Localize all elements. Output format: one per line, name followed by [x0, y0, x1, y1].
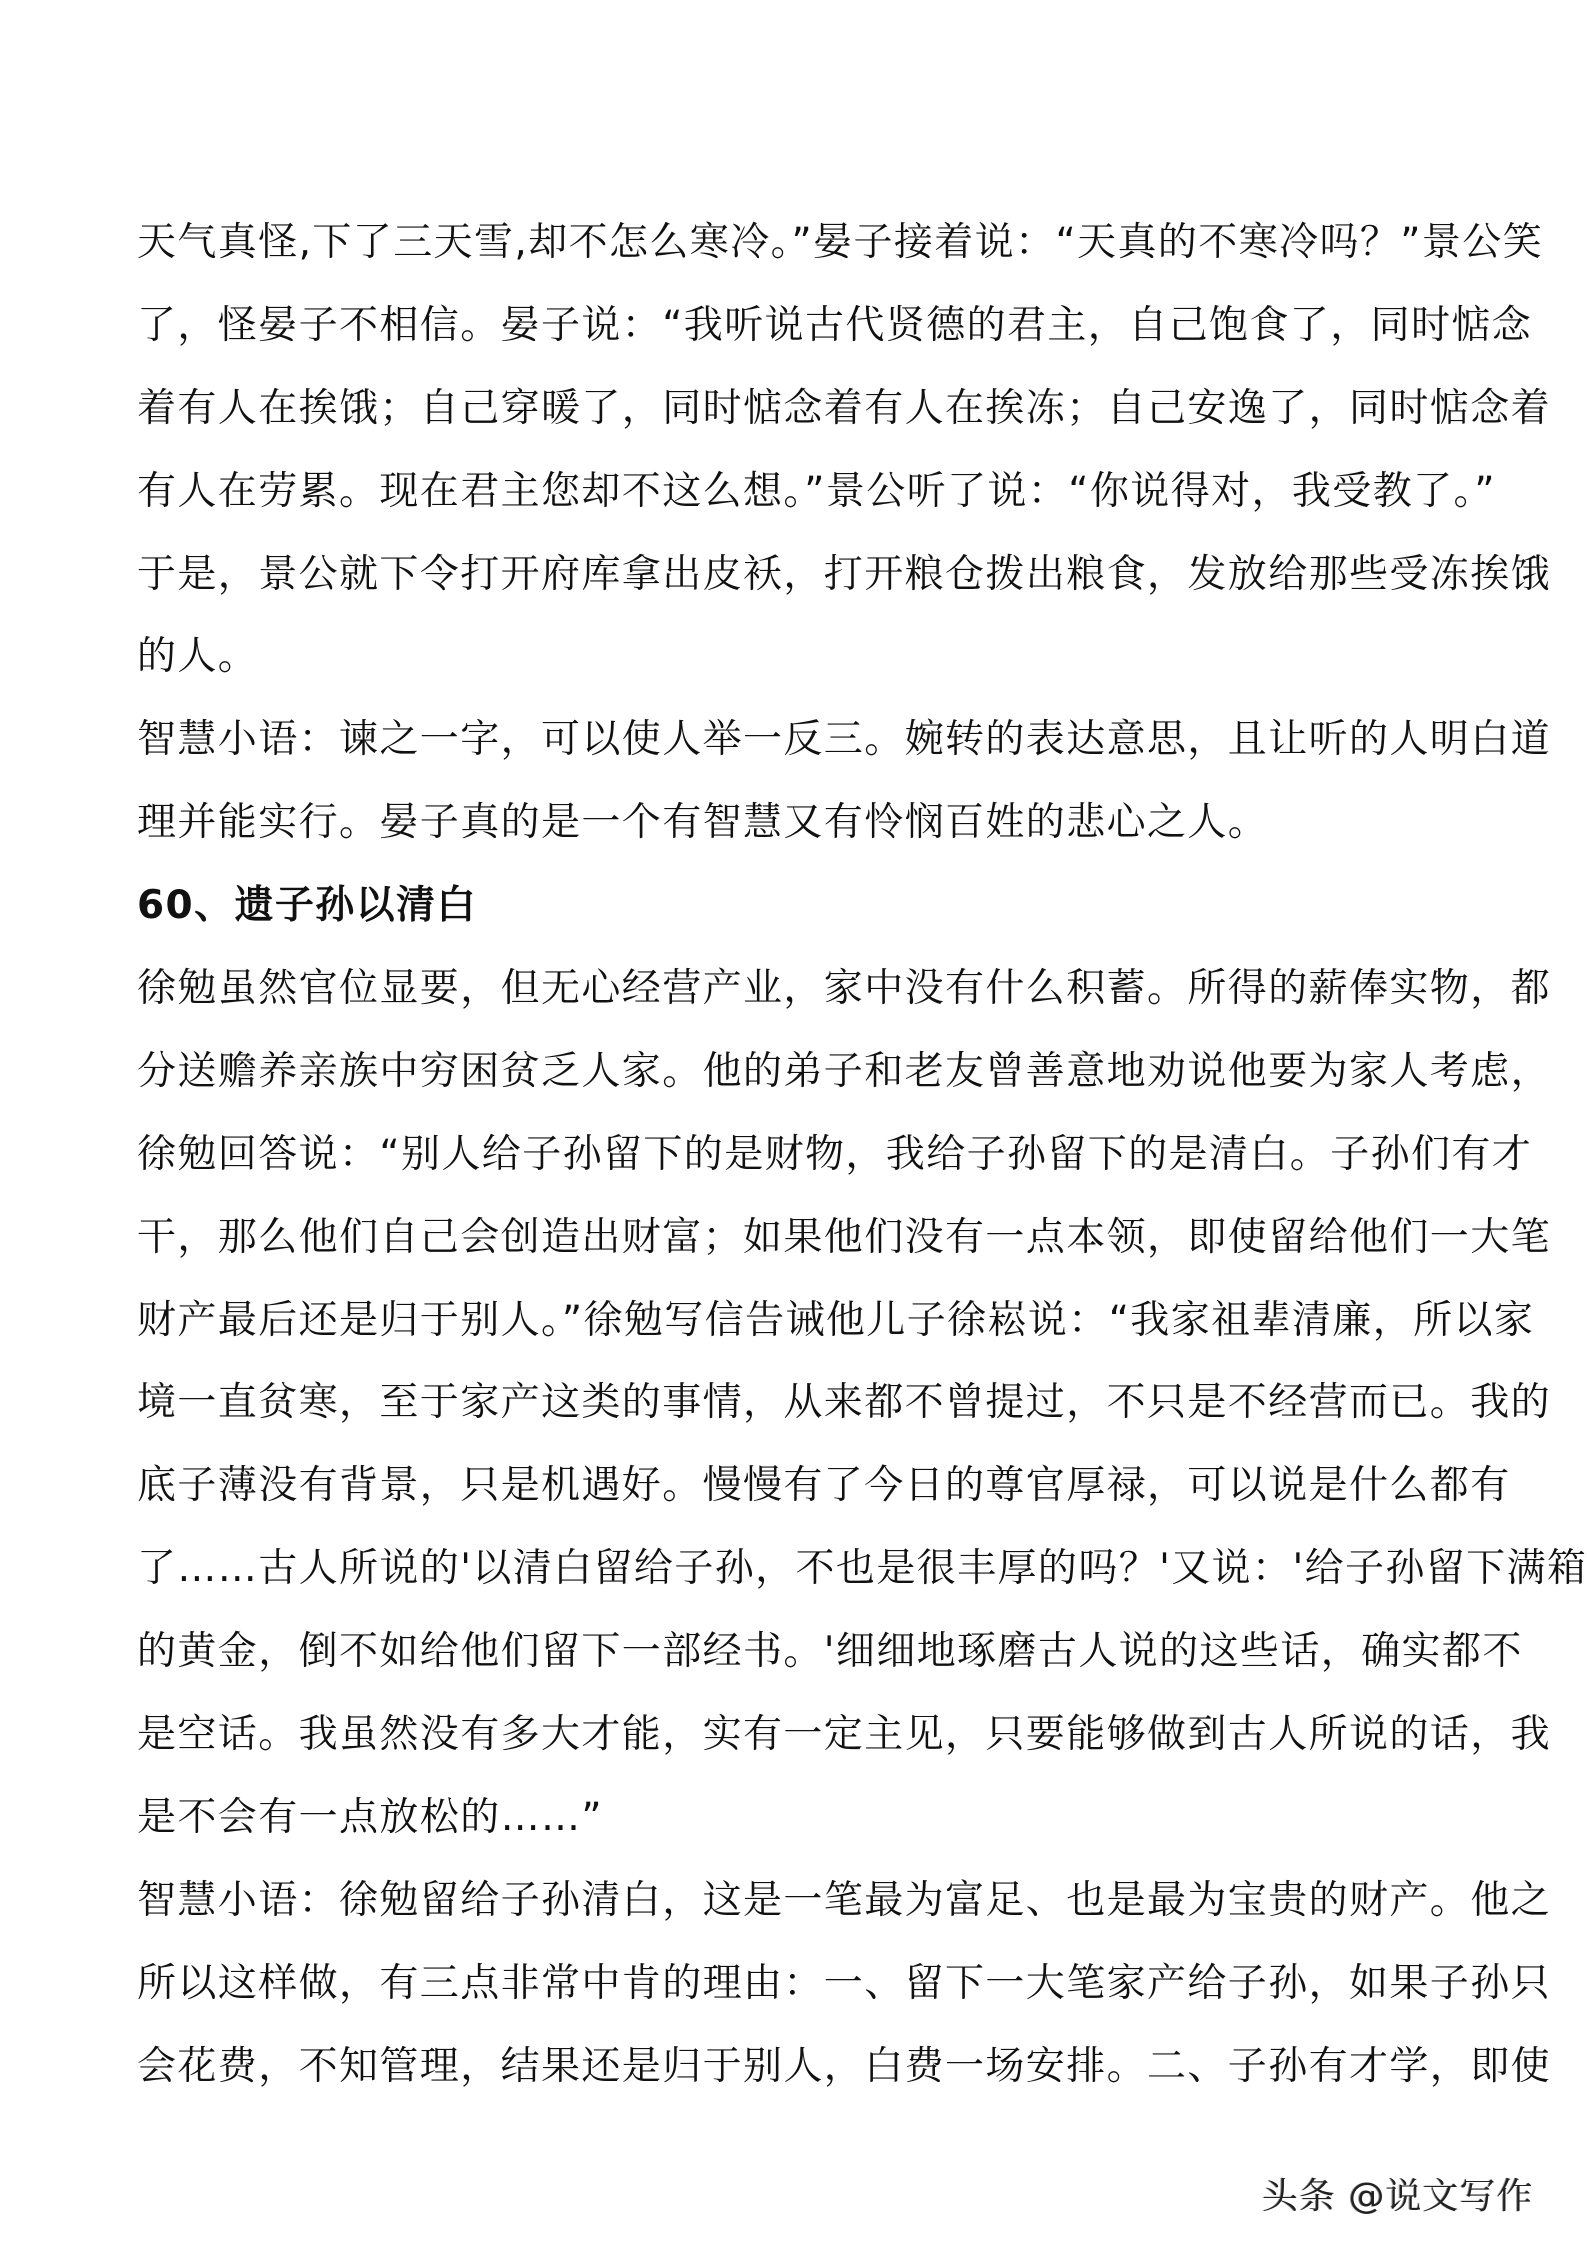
paragraph-body [137, 956, 1587, 1868]
heading-text: 60、遗子孙以清白 [137, 883, 477, 929]
text-line: 分送赡养亲族中穷困贫乏人家。他的弟子和老友曾善意地劝说他要为家人考虑， [137, 1048, 1552, 1094]
text-line: 有人在劳累。现在君主您却不这么想。”景公听了说：“你说得对，我受教了。” [137, 468, 1497, 514]
text-line: 会花费，不知管理，结果还是归于别人，白费一场安排。二、子孙有才学，即使 [137, 2043, 1552, 2089]
paragraph-body [137, 210, 1552, 707]
document-page [137, 210, 1587, 2116]
text-line: 是不会有一点放松的……” [137, 1794, 604, 1840]
text-line: 徐勉回答说：“别人给子孙留下的是财物，我给子孙留下的是清白。子孙们有才 [137, 1131, 1533, 1177]
paragraph-wisdom-note [137, 1868, 1552, 2117]
text-line: 智慧小语：谏之一字，可以使人举一反三。婉转的表达意思，且让听的人明白道 [137, 717, 1552, 763]
text-line: 的人。 [137, 634, 259, 680]
section-heading [137, 873, 1457, 956]
text-line: 了……古人所说的'以清白留给子孙，不也是很丰厚的吗？'又说：'给子孙留下满箱 [137, 1546, 1587, 1592]
text-line: 智慧小语：徐勉留给子孙清白，这是一笔最为富足、也是最为宝贵的财产。他之 [137, 1877, 1552, 1923]
text-line: 理并能实行。晏子真的是一个有智慧又有怜悯百姓的悲心之人。 [137, 800, 1269, 846]
text-line: 着有人在挨饿；自己穿暖了，同时惦念着有人在挨冻；自己安逸了，同时惦念着 [137, 385, 1552, 431]
text-line: 所以这样做，有三点非常中肯的理由：一、留下一大笔家产给子孙，如果子孙只 [137, 1960, 1552, 2006]
watermark: 头条 @说文写作 [1262, 2176, 1534, 2217]
text-line: 境一直贫寒，至于家产这类的事情，从来都不曾提过，不只是不经营而已。我的 [137, 1380, 1552, 1426]
paragraph-wisdom-note [137, 707, 1552, 873]
text-line: 是空话。我虽然没有多大才能，实有一定主见，只要能够做到古人所说的话，我 [137, 1712, 1552, 1758]
text-line: 财产最后还是归于别人。”徐勉写信告诫他儿子徐崧说：“我家祖辈清廉，所以家 [137, 1297, 1535, 1343]
text-line: 于是，景公就下令打开府库拿出皮袄，打开粮仓拨出粮食，发放给那些受冻挨饿 [137, 551, 1552, 597]
text-line: 天气真怪,下了三天雪,却不怎么寒冷。”晏子接着说：“天真的不寒冷吗？”景公笑 [137, 220, 1544, 265]
text-line: 徐勉虽然官位显要，但无心经营产业，家中没有什么积蓄。所得的薪俸实物，都 [137, 966, 1552, 1012]
text-line: 了，怪晏子不相信。晏子说：“我听说古代贤德的君主，自己饱食了，同时惦念 [137, 302, 1533, 348]
text-line: 底子薄没有背景，只是机遇好。慢慢有了今日的尊官厚禄，可以说是什么都有 [137, 1463, 1511, 1509]
text-line: 干，那么他们自己会创造出财富；如果他们没有一点本领，即使留给他们一大笔 [137, 1214, 1552, 1260]
text-line: 的黄金，倒不如给他们留下一部经书。'细细地琢磨古人说的这些话，确实都不 [137, 1629, 1523, 1675]
